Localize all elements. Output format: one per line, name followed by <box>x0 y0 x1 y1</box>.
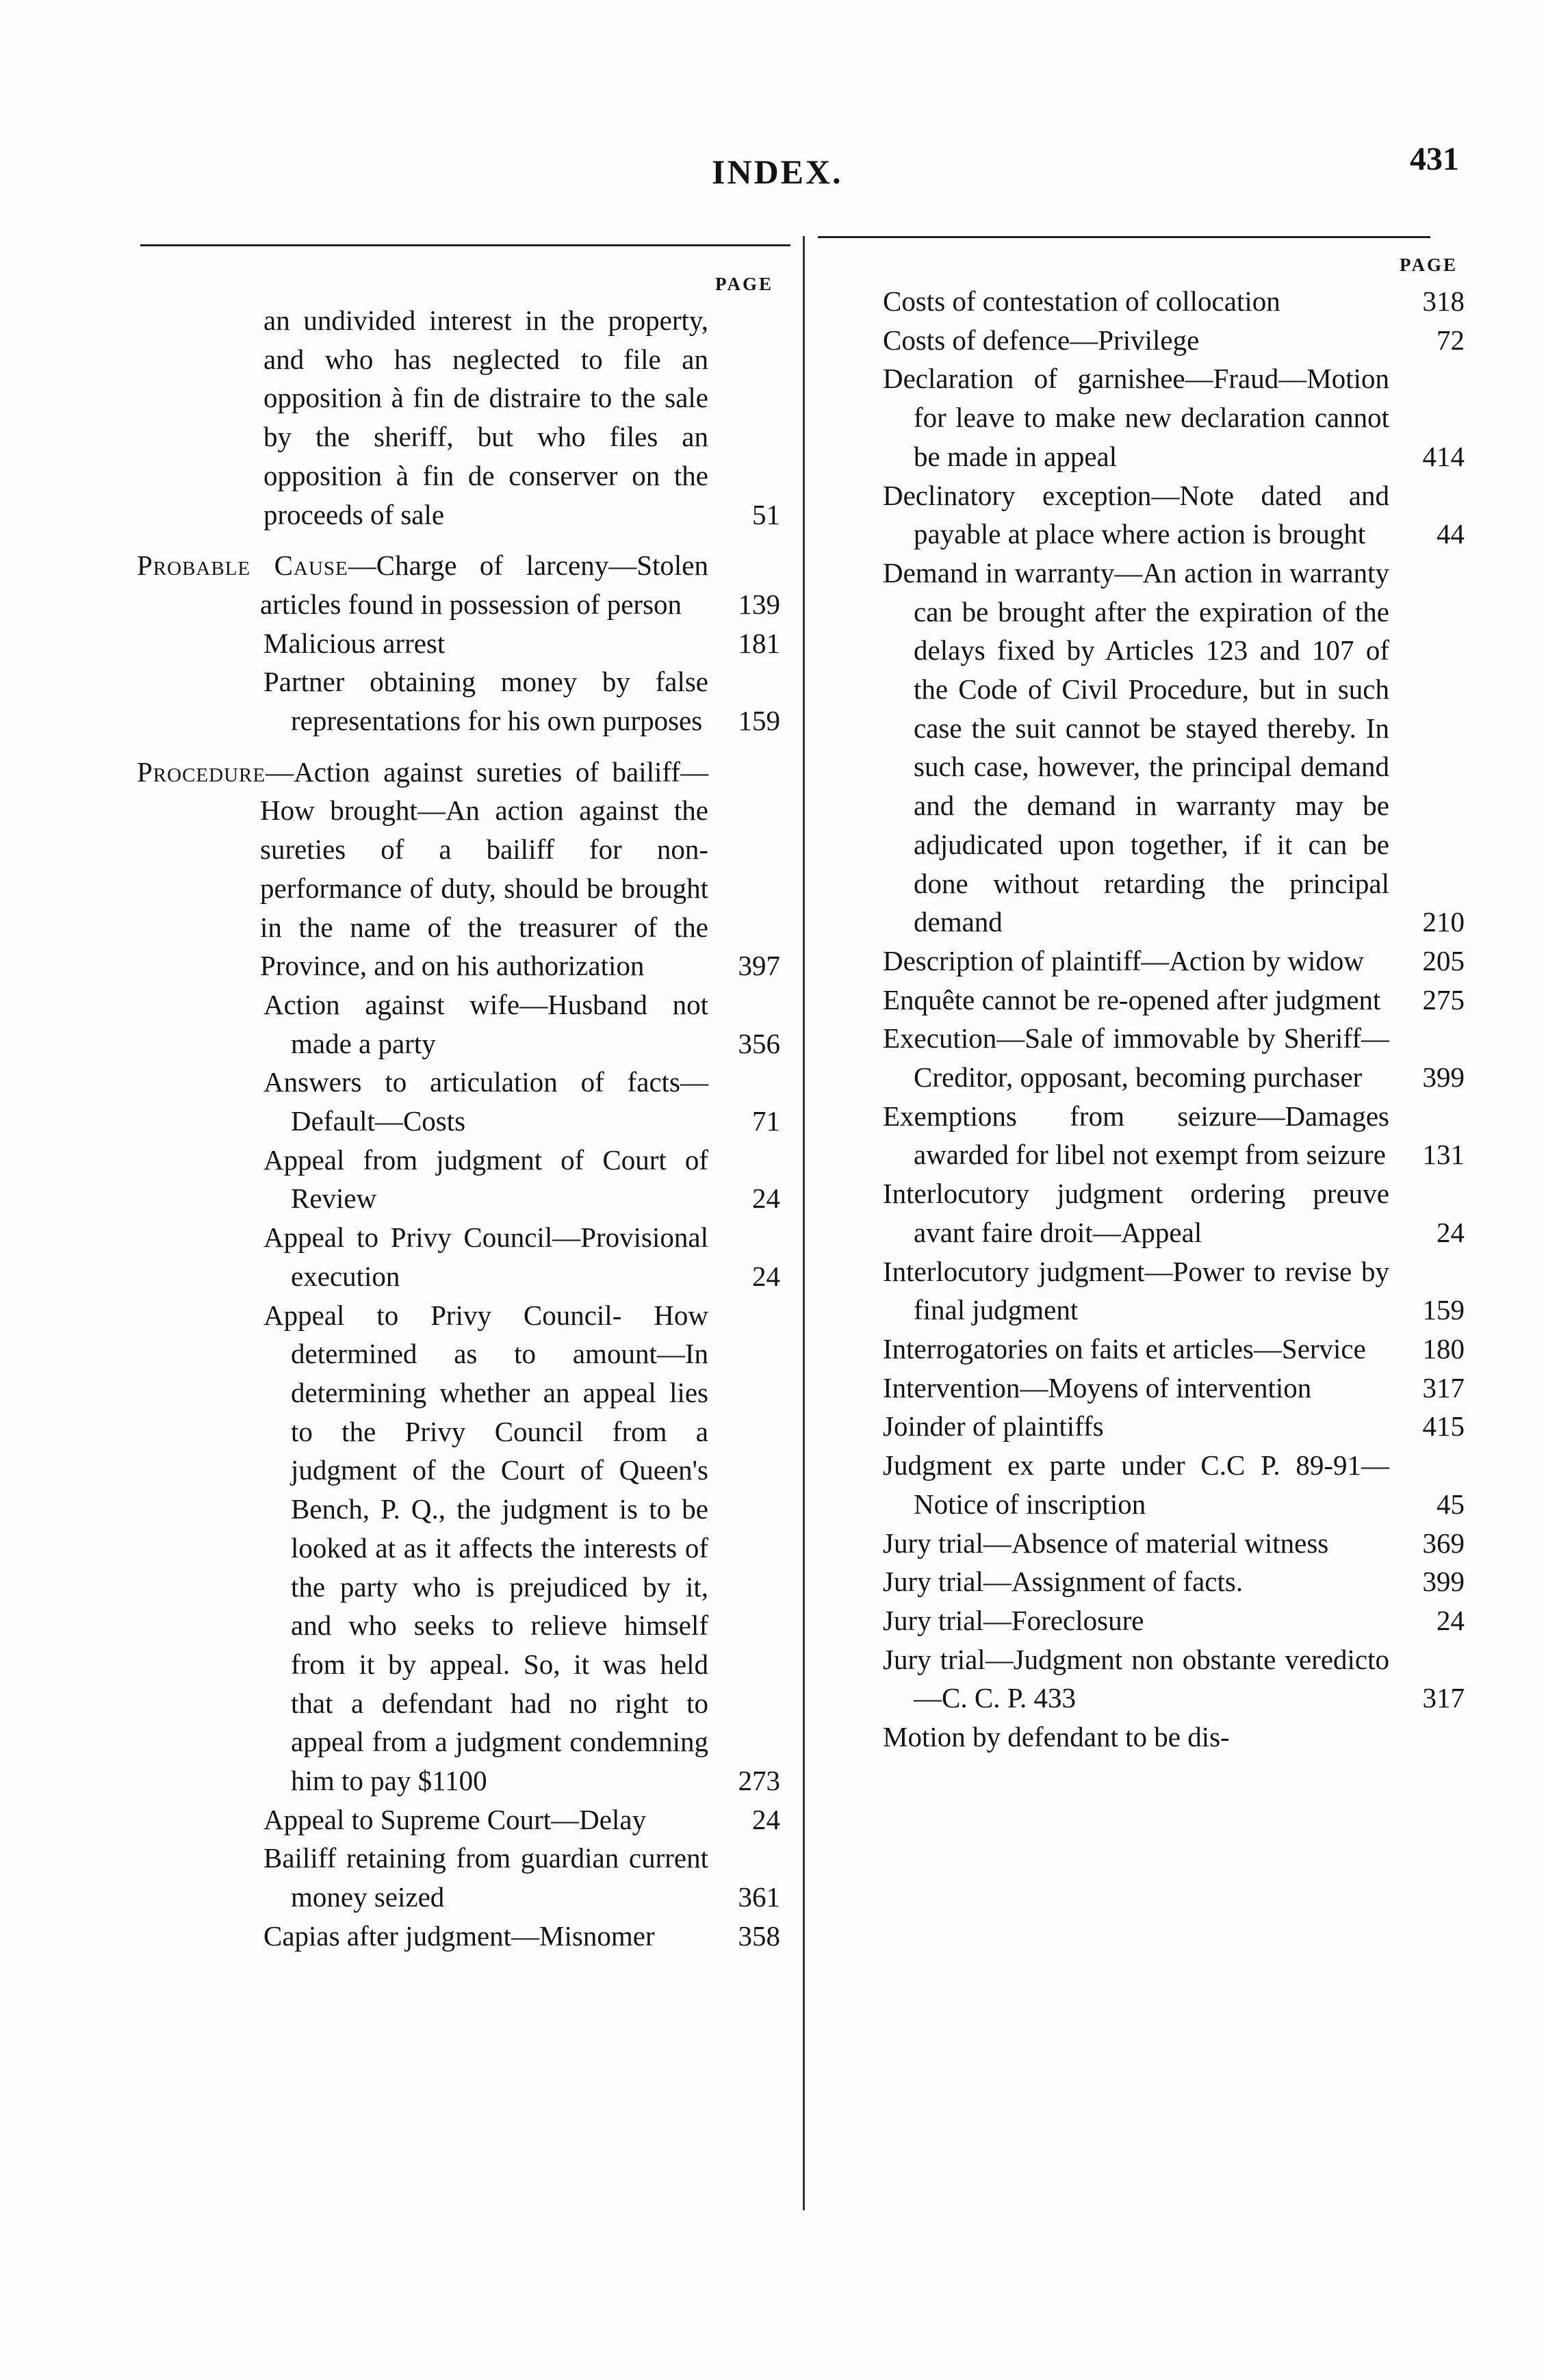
entry-page: 273 <box>738 1765 780 1797</box>
entry-page: 317 <box>1422 1682 1465 1714</box>
entry-text: Exemptions from seizure—Damages awarded for libel not exempt from seizure <box>883 1100 1389 1171</box>
entry-text <box>137 1218 780 1295</box>
entry-body: Capias after judgment—Misnomer <box>263 1919 655 1952</box>
entry-body: Partner obtaining money by false representations for his own purposes <box>263 666 708 737</box>
entry-text <box>137 1917 780 1956</box>
entry-text: Jury trial—Absence of material witness <box>883 1527 1329 1559</box>
entry-page: 358 <box>738 1919 780 1952</box>
index-entry <box>883 1562 1465 1601</box>
index-entry <box>883 981 1465 1020</box>
index-entry <box>883 1174 1465 1252</box>
running-head-title: INDEX. <box>712 153 843 191</box>
entry-page: 317 <box>1422 1371 1465 1404</box>
entry-text: Jury trial—Foreclosure <box>883 1604 1144 1636</box>
entry-page: 72 <box>1437 324 1465 356</box>
page-column-heading: PAGE <box>1400 255 1458 275</box>
entry-text: Joinder of plaintiffs <box>883 1410 1104 1443</box>
entry-body: Malicious arrest <box>263 627 446 659</box>
index-entry <box>883 1330 1465 1369</box>
entry-page: 397 <box>738 950 780 982</box>
header-rule-right <box>818 236 1430 238</box>
header-rule-left <box>140 244 790 246</box>
entry-page: 414 <box>1422 440 1465 472</box>
entry-page: 24 <box>1437 1604 1465 1636</box>
entry-page: 159 <box>738 705 780 737</box>
index-entry <box>883 942 1465 981</box>
entry-page: 51 <box>752 498 780 530</box>
index-entry <box>137 1917 780 1956</box>
index-entry <box>883 1601 1465 1640</box>
entry-body: Action against wife—Husband not made a party <box>263 988 708 1059</box>
index-entry <box>137 985 780 1063</box>
entry-text <box>137 1800 780 1839</box>
entry-page: 24 <box>1437 1216 1465 1248</box>
entry-text: Interrogatories on faits et articles—Service <box>883 1332 1366 1364</box>
index-entry <box>883 1019 1465 1096</box>
entry-text <box>137 985 780 1063</box>
entry-text <box>137 1141 780 1218</box>
index-entry <box>137 662 780 740</box>
entry-text: Judgment ex parte under C.C P. 89-91—Notice of inscription <box>883 1449 1389 1520</box>
entry-page: 369 <box>1422 1527 1465 1559</box>
index-entry <box>883 321 1465 360</box>
entry-body: Bailiff retaining from guardian current money seized <box>263 1842 708 1913</box>
entry-text: Declaration of garnishee—Fraud—Motion for leave to make new declaration cannot be made in appeal <box>883 363 1389 472</box>
entry-page: 181 <box>738 627 780 659</box>
index-entry <box>883 1407 1465 1446</box>
index-entry <box>883 476 1465 554</box>
entry-page: 399 <box>1422 1061 1465 1094</box>
entry-text: Interlocutory judgment ordering preuve avant faire droit—Appeal <box>883 1178 1389 1248</box>
index-entry <box>883 1097 1465 1174</box>
entry-text: Execution—Sale of immovable by Sheriff—Creditor, opposant, becoming purchaser <box>883 1022 1389 1094</box>
entry-body: Appeal to Privy Council—Provisional execution <box>263 1221 708 1292</box>
entry-text: Jury trial—Judgment non obstante veredicto—C. C. P. 433 <box>883 1643 1389 1714</box>
index-entry <box>883 359 1465 476</box>
entry-page: 139 <box>738 588 780 620</box>
entry-text: Jury trial—Assignment of facts. <box>883 1566 1244 1598</box>
entry-body: Appeal to Supreme Court—Delay <box>263 1803 647 1835</box>
index-entry <box>137 546 780 623</box>
entry-page: 71 <box>752 1105 780 1137</box>
entry-page: 361 <box>738 1881 780 1913</box>
entry-text <box>137 546 780 623</box>
entry-text <box>137 753 780 985</box>
entry-page: 24 <box>752 1803 780 1835</box>
entry-text: Demand in warranty—An action in warranty can be brought after the expiration of the delays fixed by Articles 123 and 107 of the Code of Civil Procedure, but in such case the suit cannot be stayed thereby. In such case, however, the principal demand and the demand in warranty may be adjudicated upon together, if it can be done without retarding the principal demand <box>883 556 1389 938</box>
entry-text <box>137 1063 780 1140</box>
entry-body: —Action against sureties of bailiff—How brought—An action against the sureties of a bailiff for non-performance of duty, should be brought in the name of the treasurer of the Province, and on his authorization <box>260 755 708 982</box>
index-entry <box>883 1524 1465 1563</box>
index-entry <box>883 282 1465 321</box>
index-entry <box>137 1839 780 1916</box>
entry-page: 210 <box>1422 906 1465 938</box>
index-entry <box>883 1446 1465 1523</box>
entry-body: —Charge of larceny—Stolen articles found in possession of person <box>260 549 708 620</box>
entry-text: an undivided interest in the property, and who has neglected to file an opposition à fin de distraire to the sale by the sheriff, but who files an opposition à fin de conserver on the proceeds of sale <box>263 305 708 530</box>
entry-text <box>137 624 780 663</box>
entry-text <box>137 1839 780 1916</box>
entry-text: Intervention—Moyens of intervention <box>883 1371 1312 1404</box>
entry-page: 131 <box>1422 1139 1465 1171</box>
entry-heading: Procedure <box>137 755 266 788</box>
entry-heading: Probable Cause <box>137 549 348 582</box>
entry-page: 159 <box>1422 1294 1465 1326</box>
column-divider <box>803 236 805 2210</box>
index-entry <box>883 1718 1458 1757</box>
index-entry <box>137 1800 780 1839</box>
entry-page: 45 <box>1437 1488 1465 1520</box>
index-entry <box>137 1141 780 1218</box>
entry-page: 180 <box>1422 1332 1465 1364</box>
left-column <box>137 274 780 1956</box>
entry-page: 318 <box>1422 285 1465 317</box>
index-entry <box>137 753 780 985</box>
entry-body: Appeal from judgment of Court of Review <box>263 1143 708 1215</box>
index-entry <box>883 1640 1465 1718</box>
page-column-heading: PAGE <box>715 274 773 294</box>
entry-text: Costs of contestation of collocation <box>883 285 1280 317</box>
entry-text: Enquête cannot be re-opened after judgment <box>883 983 1381 1016</box>
entry-page: 44 <box>1437 518 1465 550</box>
index-entry <box>137 1063 780 1140</box>
index-entry <box>137 1296 780 1800</box>
entry-text <box>137 662 780 740</box>
entry-text: Motion by defendant to be dis- <box>883 1721 1230 1753</box>
index-entry <box>137 301 780 534</box>
entry-body: Appeal to Privy Council- How determined as to amount—In determining whether an appeal lies to the Privy Council from a judgment of the Court of Queen's Bench, P. Q., the judgment is to be looked at as it affects the interests of the party who is prejudiced by it, and who seeks to relieve himself from it by appeal. So, it was held that a defendant had no right to appeal from a judgment condemning him to pay $1100 <box>263 1299 708 1797</box>
index-entry <box>883 1252 1465 1330</box>
entry-page: 399 <box>1422 1566 1465 1598</box>
entry-text: Declinatory exception—Note dated and payable at place where action is brought <box>883 479 1389 550</box>
index-entry <box>137 1218 780 1295</box>
entry-page: 205 <box>1422 944 1465 976</box>
entry-text: Interlocutory judgment—Power to revise by final judgment <box>883 1255 1389 1326</box>
entry-page: 275 <box>1422 983 1465 1016</box>
entry-page: 24 <box>752 1182 780 1215</box>
entry-page: 415 <box>1422 1410 1465 1443</box>
entry-text: Description of plaintiff—Action by widow <box>883 944 1364 976</box>
entry-text: Costs of defence—Privilege <box>883 324 1200 356</box>
right-column <box>883 255 1465 1757</box>
index-entry <box>883 1369 1465 1408</box>
entry-page: 356 <box>738 1027 780 1059</box>
index-entry <box>883 554 1465 942</box>
entry-page: 24 <box>752 1260 780 1292</box>
page-number: 431 <box>1410 141 1459 177</box>
index-entry <box>137 624 780 663</box>
entry-body: Answers to articulation of facts—Default—Costs <box>263 1066 708 1137</box>
entry-text <box>137 1296 780 1800</box>
